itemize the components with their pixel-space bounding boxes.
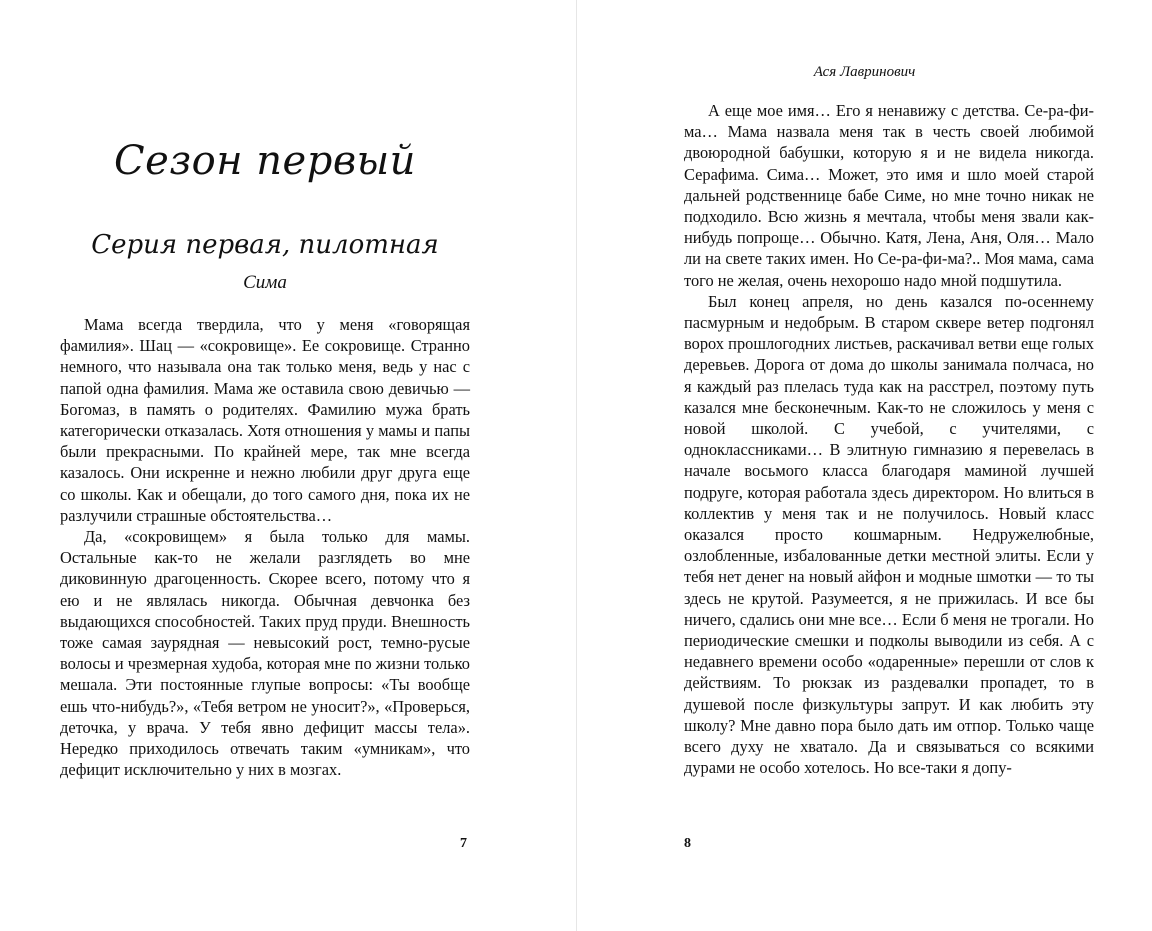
series-title: Серия первая, пилотная [91,230,439,260]
season-title: Сезон первый [114,138,416,184]
running-head-author: Ася Лавринович [813,64,916,80]
paragraph: А еще мое имя… Его я ненавижу с детства. Се-ра-фи-ма… Мама назвала меня так в честь своей любимой двоюродной бабушки, которую я и не видела никогда. Серафима. Сима… Может, это имя и шло моей старой дальней родственнице бабе Симе, но мне точно никак не подходило. Всю жизнь я мечтала, чтобы меня звали как-нибудь попроще… Обычно. Катя, Лена, Аня, Оля… Мало ли на свете таких имен. Но Се-ра-фи-ма?.. Моя мама, сама того не желая, очень нехорошо надо мной подшутила. [684,101,1094,290]
paragraph: Да, «сокровищем» я была только для мамы. Остальные как-то не желали разглядеть во мне диковинную драгоценность. Скорее всего, потому что я ею и не являлась никогда. Обычная девчонка без выдающихся способностей. Таких пруд пруди. Внешность тоже самая заурядная — невысокий рост, темно-русые волосы и чрезмерная худоба, которая мне по жизни только мешала. Эти постоянные глупые вопросы: «Ты вообще ешь что-нибудь?», «Тебя ветром не уносит?», «Проверься, деточка, у врача. У тебя явно дефицит массы тела». Нередко приходилось отвечать таким «умникам», что дефицит исключительно у них в мозгах. [60,527,470,780]
right-page [577,0,1152,931]
paragraph: Мама всегда твердила, что у меня «говорящая фамилия». Шац — «сокровище». Ее сокровище. Странно немного, что называла она так только меня, ведь у нас с папой одна фамилия. Мама же оставила свою девичью — Богомаз, в память о родителях. Фамилию мужа брать категорически отказалась. Хотя отношения у мамы и папы были прекрасными. По крайней мере, так мне всегда казалось. Они искренне и нежно любили друг друга еще со школы. Как и обещали, до того самого дня, пока их не разлучили страшные обстоятельства… [60,315,470,525]
paragraph: Был конец апреля, но день казался по-осеннему пасмурным и недобрым. В старом сквере ветер подгонял ворох прошлогодних листьев, раскачивал ветви еще голых деревьев. Дорога от дома до школы занимала полчаса, но я каждый раз плелась туда как на расстрел, поэтому путь казался мне бесконечным. Как-то не сложилось у меня с новой школой. С учебой, с учителями, с одноклассниками… В элитную гимназию я перевелась в начале восьмого класса благодаря маминой лучшей подруге, которая работала здесь директором. Но влиться в коллектив у меня так и не получилось. Новый класс оказался просто кошмарным. Недружелюбные, озлобленные, избалованные детки местной элиты. Если у тебя нет денег на новый айфон и модные шмотки — то ты здесь не крутой. Разумеется, я не прижилась. И все бы ничего, сдались они мне все… Если б меня не трогали. Но периодические смешки и подколы выводили из себя. А с недавнего времени особо «одаренные» перешли от слов к действиям. То рюкзак из раздевалки пропадет, то в душевой после физкультуры запрут. И как любить эту школу? Мне давно пора было дать им отпор. Только чаще всего духу не хватало. Да и связываться со всякими дурами не особо хотелось. Но все-таки я допу- [684,291,1094,778]
right-body-text [684,100,1094,779]
left-body-text [60,314,470,780]
chapter-title: Сима [243,272,287,293]
page-number: 7 [460,836,467,851]
page-number: 8 [684,836,691,851]
